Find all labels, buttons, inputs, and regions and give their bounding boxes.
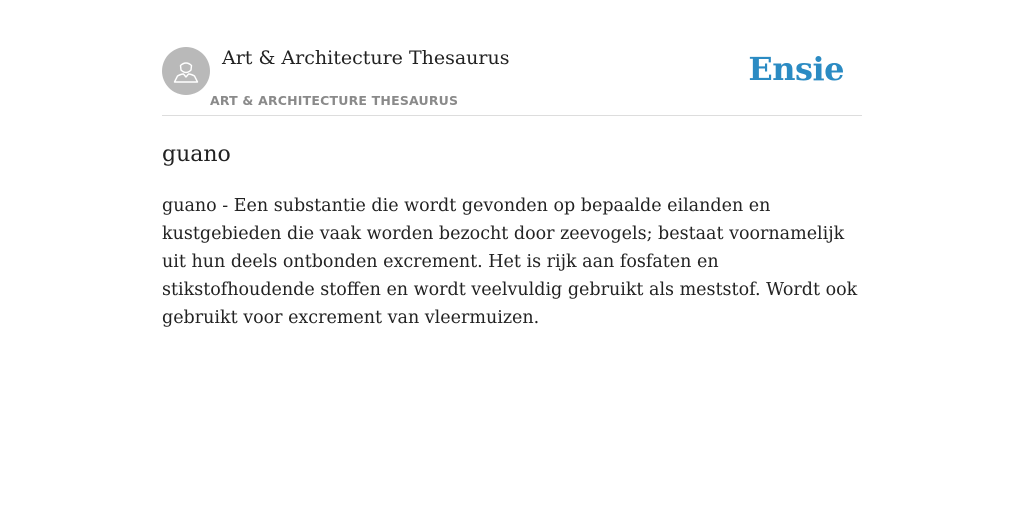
brand-logo[interactable]: Ensie [748,50,844,88]
source-label[interactable]: ART & ARCHITECTURE THESAURUS [210,93,459,108]
term-title: guano [162,142,231,167]
author-avatar[interactable] [162,47,210,95]
entry-header [162,0,862,116]
author-name[interactable]: Art & Architecture Thesaurus [222,47,510,69]
user-icon [171,56,201,86]
page-container [162,0,862,512]
term-definition: guano - Een substantie die wordt gevonden op bepaalde eilanden en kustgebieden die vaak worden bezocht door zeevogels; bestaat voornamelijk uit hun deels ontbonden excrement. Het is rijk aan fosfaten en stikstofhoudende stoffen en wordt veelvuldig gebruikt als meststof. Wordt ook gebruikt voor excrement van vleermuizen. [162,196,858,328]
